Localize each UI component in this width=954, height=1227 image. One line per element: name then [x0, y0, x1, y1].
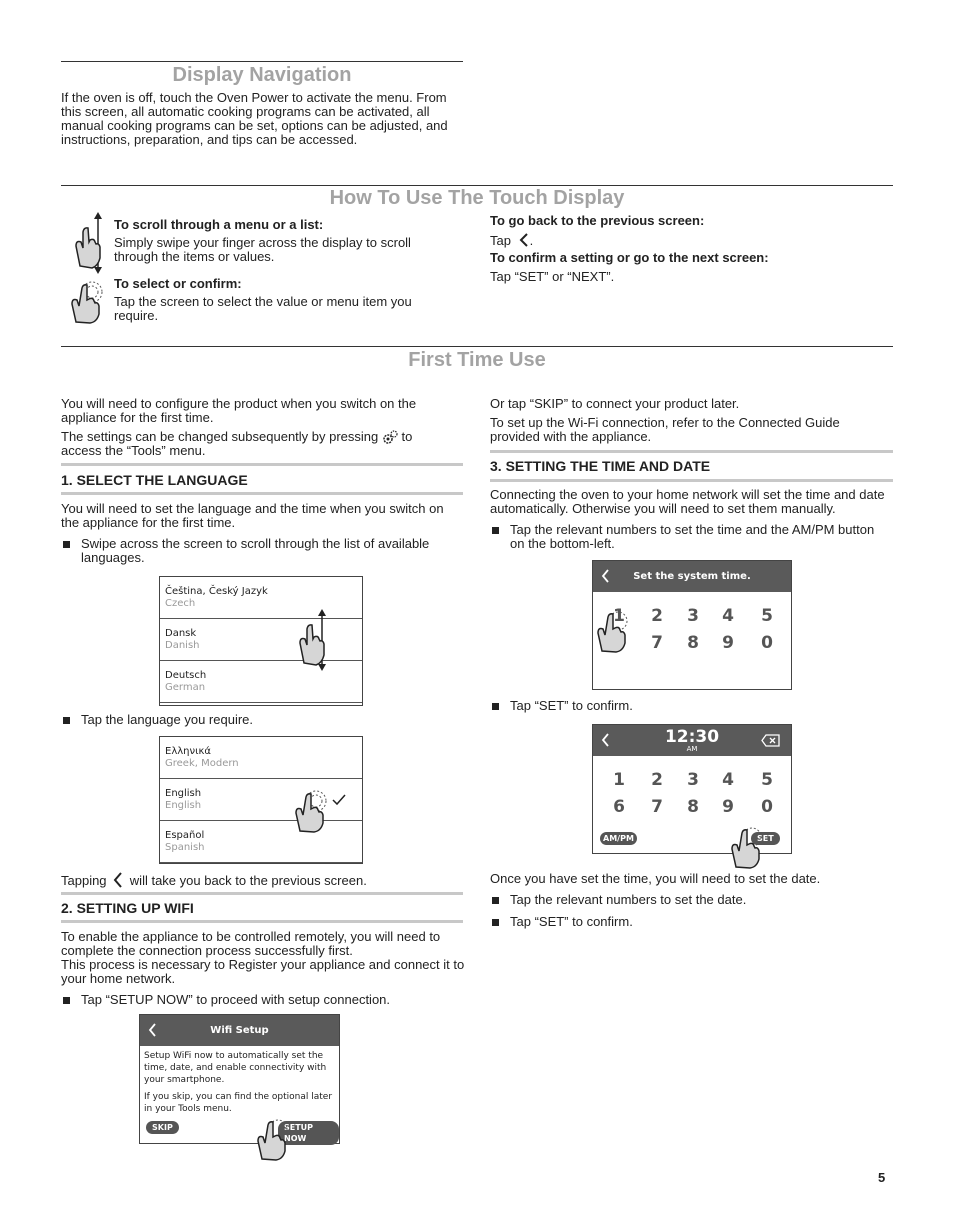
hand-tap-icon	[730, 825, 766, 869]
keypad-key[interactable]: 5	[761, 770, 773, 790]
language-list-screen-2	[159, 736, 363, 864]
time-body: Connecting the oven to your home network will set the time and date automatically. Otherwise you will need to set them manually.	[490, 487, 885, 516]
scroll-title: To scroll through a menu or a list:	[114, 217, 324, 232]
keypad-key[interactable]: 1	[613, 606, 625, 626]
language-option[interactable]: Español Spanish	[160, 821, 362, 863]
back-period: .	[529, 233, 534, 248]
skip-button[interactable]: SKIP	[146, 1121, 179, 1134]
time-display: 12:30	[664, 727, 720, 747]
hand-tap-icon	[256, 1117, 292, 1161]
confirm-title: To confirm a setting or go to the next screen:	[490, 250, 769, 265]
keypad-key[interactable]: 4	[722, 606, 734, 626]
language-option[interactable]: Ελληνικά Greek, Modern	[160, 737, 362, 779]
wifi-guide-note: To set up the Wi-Fi connection, refer to the Connected Guide provided with the appliance.	[490, 415, 840, 444]
keypad-key[interactable]: 1	[613, 770, 625, 790]
back-instruction	[490, 233, 533, 248]
wifi-body-2: This process is necessary to Register your appliance and connect it to your home network.	[61, 957, 465, 986]
wifi-setup-screen	[139, 1014, 340, 1144]
wifi-screen-text-2: If you skip, you can find the optional later in your Tools menu.	[144, 1092, 333, 1114]
display-navigation-title: Display Navigation	[172, 64, 352, 86]
keypad-key[interactable]: 4	[722, 770, 734, 790]
language-list-screen-1	[159, 576, 363, 706]
check-icon	[332, 794, 346, 806]
language-heading: 1. SELECT THE LANGUAGE	[61, 472, 248, 488]
language-body: You will need to set the language and the time when you switch on the appliance for the first time.	[61, 501, 444, 530]
hand-tap-icon	[70, 280, 106, 324]
am-indicator: AM	[686, 745, 698, 753]
page-number: 5	[878, 1170, 886, 1185]
keypad-key[interactable]: 3	[687, 606, 699, 626]
keypad-key[interactable]: 0	[761, 633, 773, 653]
wifi-screen-title: Wifi Setup	[210, 1025, 269, 1036]
subsection-rule	[61, 892, 463, 895]
back-chevron-icon	[112, 872, 124, 888]
keypad-key[interactable]: 2	[651, 770, 663, 790]
subsection-rule	[61, 463, 463, 466]
section-rule	[61, 185, 893, 186]
hand-swipe-icon	[70, 212, 110, 274]
scroll-body: Simply swipe your finger across the display to scroll through the items or values.	[114, 235, 411, 264]
language-option[interactable]: Dansk Danish	[160, 619, 362, 661]
keypad-key[interactable]: 0	[761, 797, 773, 817]
select-title: To select or confirm:	[114, 276, 242, 291]
gear-icon	[382, 430, 398, 444]
hand-tap-icon	[294, 789, 330, 833]
language-option[interactable]: English English	[160, 779, 362, 821]
back-note-a: Tapping	[61, 873, 107, 888]
subsection-rule	[61, 920, 463, 923]
subsection-rule	[490, 450, 893, 453]
set-button[interactable]: SET	[751, 832, 780, 845]
back-title: To go back to the previous screen:	[490, 213, 705, 228]
skip-note: Or tap “SKIP” to connect your product later.	[490, 396, 740, 411]
set-time-header	[593, 561, 791, 592]
date-note: Once you have set the time, you will need to set the date.	[490, 871, 821, 886]
subsection-rule	[490, 479, 893, 482]
wifi-body: To enable the appliance to be controlled remotely, you will need to complete the connection process successfully first.	[61, 929, 441, 958]
time-heading: 3. SETTING THE TIME AND DATE	[490, 458, 711, 474]
keypad-key[interactable]: 9	[722, 633, 734, 653]
backspace-icon[interactable]	[761, 734, 780, 747]
time-set-header	[593, 725, 791, 756]
keypad-key[interactable]: 8	[687, 633, 699, 653]
back-note-b: will take you back to the previous screen.	[129, 873, 367, 888]
first-time-use-title: First Time Use	[408, 349, 546, 371]
back-note	[61, 872, 456, 888]
wifi-heading: 2. SETTING UP WIFI	[61, 900, 194, 916]
set-time-screen	[592, 560, 792, 690]
keypad-key[interactable]: 7	[651, 633, 663, 653]
intro-text-2	[61, 430, 456, 458]
section-rule	[61, 61, 463, 62]
hand-swipe-icon	[294, 609, 334, 671]
language-option[interactable]: Čeština, Český Jazyk Czech	[160, 577, 362, 619]
keypad-key[interactable]: 5	[761, 606, 773, 626]
intro-text-2b: to access the “Tools” menu.	[61, 429, 413, 458]
keypad-key[interactable]: 6	[613, 797, 625, 817]
intro-text-1: You will need to configure the product when you switch on the appliance for the first time.	[61, 396, 417, 425]
display-navigation-body: If the oven is off, touch the Oven Power to activate the menu. From this screen, all automatic cooking programs can be activated, all manual cooking programs can be set, options can be adjusted, and instructions, preparation, and tips can be accessed.	[61, 90, 448, 147]
keypad-key[interactable]: 2	[651, 606, 663, 626]
set-time-title: Set the system time.	[633, 571, 751, 582]
select-body: Tap the screen to select the value or menu item you require.	[114, 294, 412, 323]
wifi-screen-header	[140, 1015, 339, 1046]
language-option[interactable]: Deutsch German	[160, 661, 362, 703]
confirm-body: Tap “SET” or “NEXT”.	[490, 269, 615, 284]
keypad-key[interactable]: 3	[687, 770, 699, 790]
back-chevron-icon	[518, 233, 530, 247]
touch-display-title: How To Use The Touch Display	[329, 187, 625, 209]
wifi-screen-text-1: Setup WiFi now to automatically set the time, date, and enable connectivity with your smartphone.	[144, 1051, 327, 1085]
setup-now-button[interactable]: SETUP NOW	[278, 1121, 339, 1145]
hand-tap-icon	[596, 606, 632, 653]
am-pm-button[interactable]: AM/PM	[600, 832, 637, 845]
section-rule	[61, 346, 893, 347]
back-tap-text: Tap	[490, 233, 511, 248]
time-set-screen	[592, 724, 792, 854]
keypad-key[interactable]: 7	[651, 797, 663, 817]
intro-text-2a: The settings can be changed subsequently by pressing	[61, 429, 379, 444]
keypad-key[interactable]: 8	[687, 797, 699, 817]
subsection-rule	[61, 492, 463, 495]
keypad-key[interactable]: 9	[722, 797, 734, 817]
